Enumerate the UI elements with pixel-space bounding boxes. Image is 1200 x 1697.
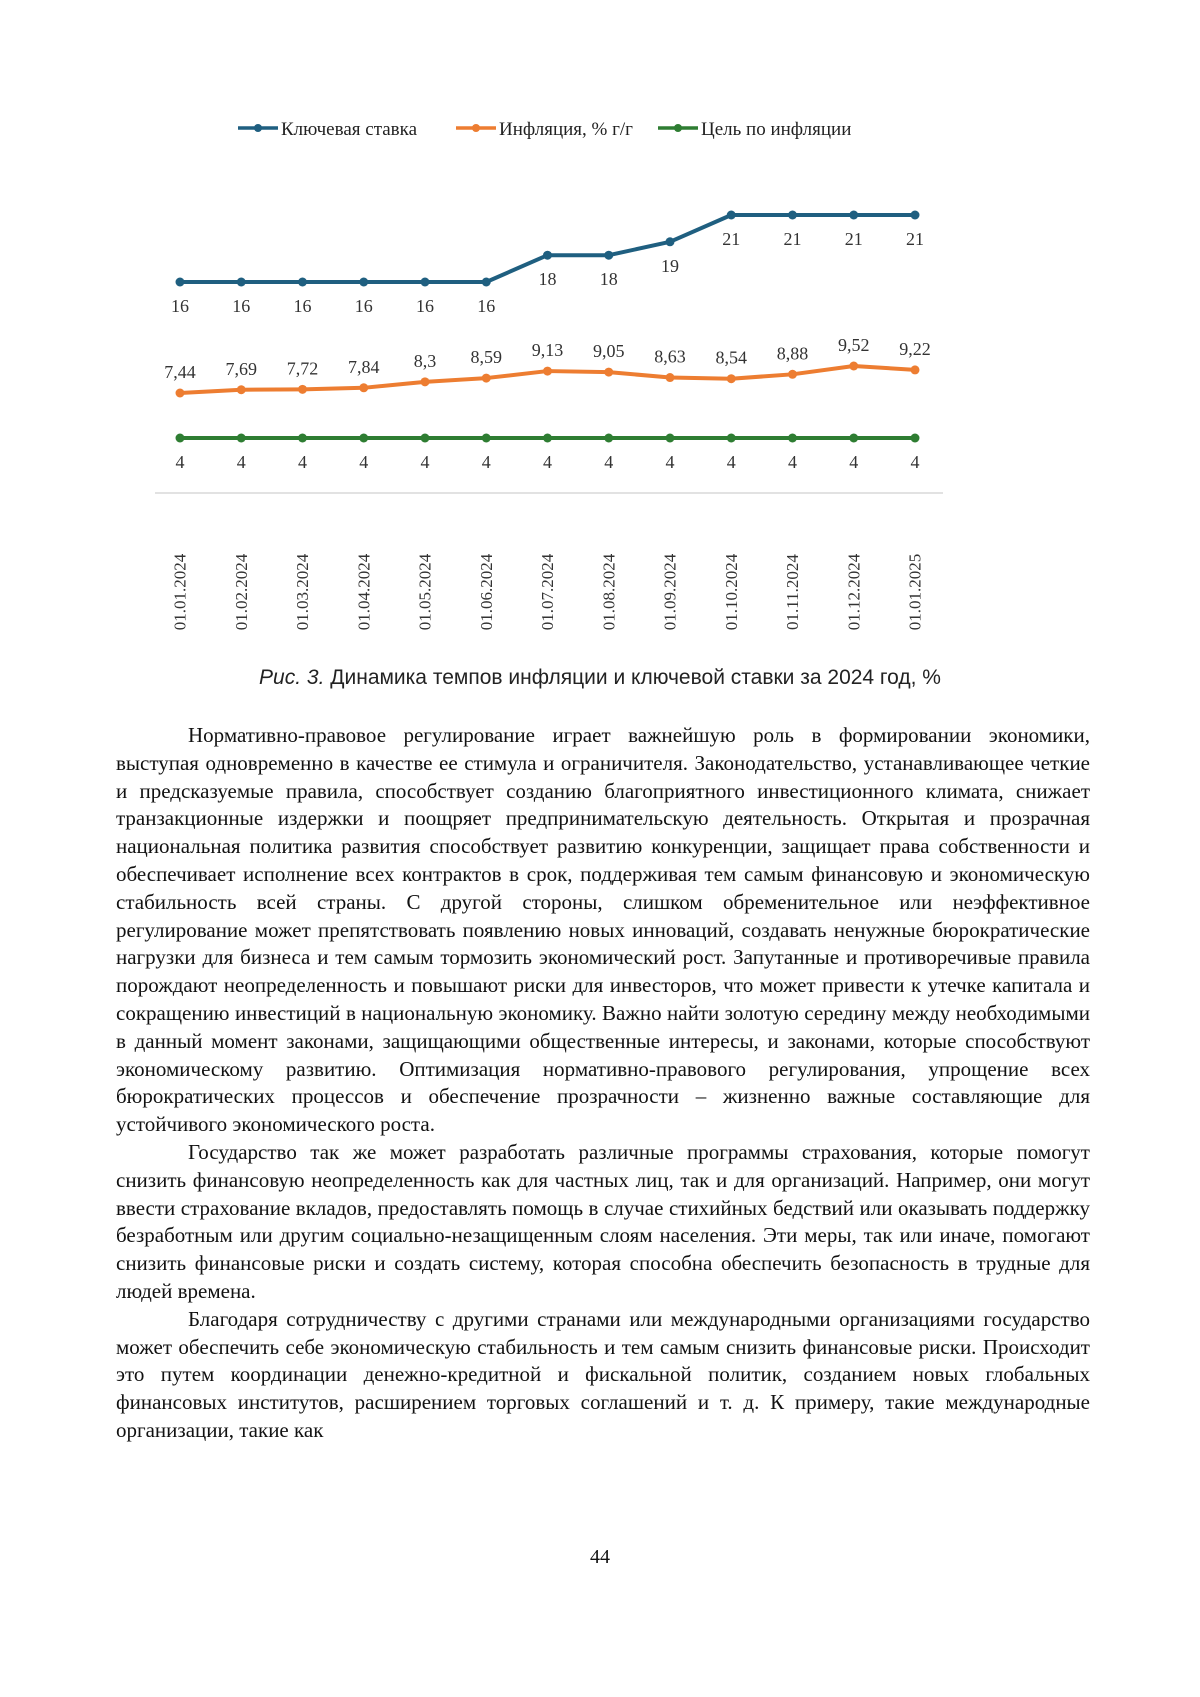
data-point-0-2	[298, 278, 307, 287]
data-point-1-10	[788, 370, 797, 379]
data-label-1-11: 9,52	[838, 335, 870, 355]
data-label-0-1: 16	[232, 296, 251, 316]
figure-caption	[0, 666, 1200, 690]
data-point-1-6	[543, 367, 552, 376]
data-point-1-5	[482, 374, 491, 383]
data-label-0-6: 18	[538, 269, 557, 290]
x-tick-label-7: 01.08.2024	[599, 553, 619, 631]
data-point-0-10	[788, 211, 797, 220]
data-label-1-4: 8,3	[413, 350, 437, 371]
data-point-0-12	[911, 211, 920, 220]
data-point-1-11	[849, 362, 858, 371]
data-label-2-12: 4	[910, 452, 920, 472]
data-point-1-4	[421, 377, 430, 386]
data-label-0-3: 16	[354, 296, 373, 316]
page-number: 44	[590, 1546, 610, 1568]
data-label-0-4: 16	[416, 296, 434, 316]
data-point-0-1	[237, 278, 246, 287]
x-tick-label-3: 01.04.2024	[354, 553, 374, 631]
data-point-0-3	[359, 278, 368, 287]
x-tick-label-1: 01.02.2024	[231, 553, 251, 631]
data-label-0-5: 16	[477, 296, 496, 316]
data-point-1-1	[237, 385, 246, 394]
data-point-1-0	[176, 389, 185, 398]
data-point-0-4	[421, 278, 430, 287]
data-label-0-12: 21	[906, 229, 924, 249]
data-point-2-3	[359, 434, 368, 443]
data-point-2-1	[237, 434, 246, 443]
data-label-0-8: 19	[661, 255, 679, 276]
data-label-2-8: 4	[665, 452, 675, 472]
data-label-1-0: 7,44	[164, 362, 196, 382]
figure-caption-text: Динамика темпов инфляции и ключевой ставки за 2024 год, %	[330, 666, 941, 689]
x-tick-label-0: 01.01.2024	[170, 553, 190, 631]
data-point-2-6	[543, 434, 552, 443]
data-label-2-2: 4	[298, 452, 307, 472]
data-label-1-3: 7,84	[348, 356, 380, 377]
data-label-1-10: 8,88	[776, 343, 809, 364]
line-chart	[150, 115, 1050, 655]
body-text	[116, 722, 1090, 1445]
data-label-0-0: 16	[171, 296, 189, 316]
data-point-2-10	[788, 434, 797, 443]
data-point-2-8	[666, 434, 675, 443]
data-label-2-3: 4	[359, 452, 369, 472]
data-label-2-9: 4	[726, 452, 736, 472]
data-point-0-5	[482, 278, 491, 287]
x-tick-label-10: 01.11.2024	[783, 554, 802, 630]
figure-label: Рис. 3.	[259, 666, 325, 689]
data-label-0-9: 21	[722, 229, 741, 249]
legend-marker-1	[472, 124, 480, 132]
data-label-1-6: 9,13	[531, 340, 564, 361]
data-point-0-0	[176, 278, 185, 287]
paragraph: Нормативно-правовое регулирование играет важнейшую роль в формировании экономики, выступая одновременно в качестве ее стимула и ограничителя. Законодательство, устанавливающее четкие и предсказуемые правила, способствует созданию благоприятного инвестиционного климата, снижает транзакционные издержки и поощряет предпринимательскую деятельность. Открытая и прозрачная национальная политика развития способствует развитию конкуренции, защищает права собственности и обеспечивает исполнение всех контрактов в срок, поддерживая тем самым финансовую и экономическую стабильность всей страны. С другой стороны, слишком обременительное или неэффективное регулирование может препятствовать появлению новых инноваций, создавать ненужные бюрократические нагрузки для бизнеса и тем самым тормозить экономический рост. Запутанные и противоречивые правила порождают неопределенность и повышают риски для инвесторов, что может привести к утечке капитала и сокращению инвестиций в национальную экономику. Важно найти золотую середину между необходимыми в данный момент законами, защищающими общественные интересы, и законами, которые способствуют экономическому развитию. Оптимизация нормативно-правового регулирования, упрощение всех бюрократических процессов и обеспечение прозрачности – жизненно важные составляющие для устойчивого экономического роста.	[116, 723, 1090, 1137]
paragraph: Государство так же может разработать различные программы страхования, которые помогут снизить финансовую неопределенность как для частных лиц, так и для организаций. Например, они могут ввести страхование вкладов, предоставлять помощь в случае стихийных бедствий или оказывать поддержку безработным или другим социально-незащищенным слоям населения. Эти меры, так или иначе, помогают снизить финансовые риски и создать систему, которая способна обеспечить безопасность в трудные для людей времена.	[116, 1139, 1090, 1303]
data-label-2-1: 4	[236, 452, 246, 472]
paragraph: Благодаря сотрудничеству с другими странами или международными организациями государство может обеспечить себе экономическую стабильность и тем самым снизить финансовые риски. Происходит это путем координации денежно-кредитной и фискальной политик, созданием новых глобальных финансовых институтов, расширением торговых соглашений и т. д. К примеру, такие международные организации, такие как	[116, 1306, 1090, 1442]
data-point-0-9	[727, 211, 736, 220]
data-point-1-7	[604, 368, 613, 377]
legend-label-2: Цель по инфляции	[701, 119, 852, 140]
data-point-2-5	[482, 434, 491, 443]
data-label-0-7: 18	[599, 269, 618, 290]
data-point-2-9	[727, 434, 736, 443]
x-tick-label-6: 01.07.2024	[538, 553, 557, 631]
data-label-2-0: 4	[175, 452, 185, 472]
data-point-1-9	[727, 374, 736, 383]
data-label-2-7: 4	[604, 452, 614, 472]
data-point-2-0	[176, 434, 185, 443]
data-point-0-6	[543, 251, 552, 260]
data-point-0-11	[849, 211, 858, 220]
data-label-2-5: 4	[481, 452, 491, 472]
data-label-1-1: 7,69	[225, 358, 257, 379]
data-point-2-4	[421, 434, 430, 443]
legend-label-1: Инфляция, % г/г	[499, 119, 633, 140]
data-label-0-11: 21	[844, 229, 863, 249]
figure-chart	[150, 115, 1050, 655]
x-tick-label-8: 01.09.2024	[660, 553, 680, 631]
data-point-2-2	[298, 434, 307, 443]
data-label-2-10: 4	[788, 452, 797, 472]
x-tick-label-5: 01.06.2024	[476, 553, 496, 631]
data-label-2-6: 4	[543, 452, 552, 472]
legend-marker-2	[674, 124, 682, 132]
data-label-1-7: 9,05	[593, 341, 625, 362]
x-tick-label-9: 01.10.2024	[721, 553, 741, 631]
data-point-2-12	[911, 434, 920, 443]
data-label-1-8: 8,63	[654, 346, 686, 367]
data-label-0-10: 21	[783, 229, 802, 249]
data-label-1-12: 9,22	[899, 338, 931, 359]
data-point-2-7	[604, 434, 613, 443]
x-tick-label-11: 01.12.2024	[844, 553, 864, 631]
data-point-2-11	[849, 434, 858, 443]
data-label-2-4: 4	[420, 452, 430, 472]
data-point-1-12	[911, 365, 920, 374]
legend-marker-0	[254, 124, 262, 132]
data-point-1-8	[666, 373, 675, 382]
data-label-1-5: 8,59	[470, 347, 502, 368]
data-label-2-11: 4	[849, 452, 859, 472]
data-point-0-7	[604, 251, 613, 260]
data-label-1-2: 7,72	[286, 358, 319, 379]
data-point-1-2	[298, 385, 307, 394]
x-tick-label-4: 01.05.2024	[415, 553, 435, 631]
data-point-1-3	[359, 383, 368, 392]
data-label-0-2: 16	[293, 296, 312, 316]
data-point-0-8	[666, 237, 675, 246]
x-tick-label-2: 01.03.2024	[293, 553, 312, 631]
data-label-1-9: 8,54	[715, 347, 747, 368]
x-tick-label-12: 01.01.2025	[905, 553, 925, 631]
legend-label-0: Ключевая ставка	[281, 119, 418, 140]
